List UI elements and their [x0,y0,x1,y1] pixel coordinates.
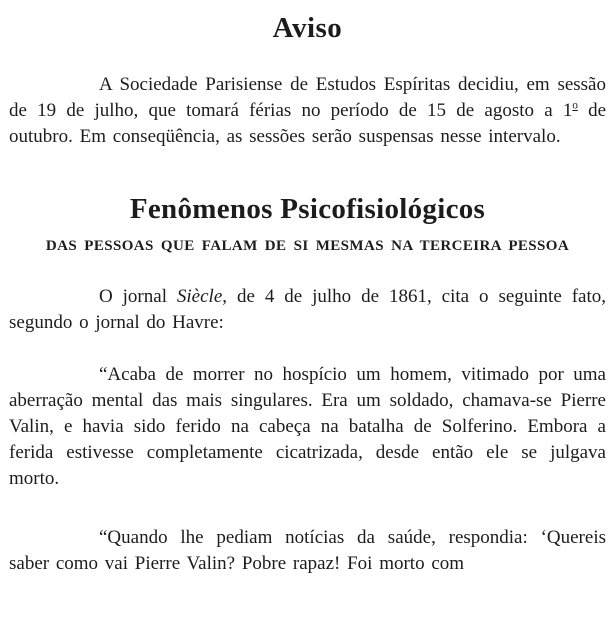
quote-paragraph-2: “Quando lhe pediam notícias da saúde, respondia: ‘Quereis saber como vai Pierre Valin? Pobre rapaz! Foi morto com [9,527,606,574]
journal-name-italic: Siècle [176,286,223,307]
journal-text-2: , de 4 de julho de 1861, cita o seguinte fato, segundo o jornal do Havre: [9,286,606,333]
article-subtitle: DAS PESSOAS QUE FALAM DE SI MESMAS NA TERCEIRA PESSOA [45,238,570,254]
notice-title: Aviso [272,12,343,44]
quote-paragraph-1: “Acaba de morrer no hospício um homem, vitimado por uma aberração mental das mais singulares. Era um soldado, chamava-se Pierre Valin, e havia sido ferido na cabeça na batalha de Solferino. Embora a ferida estivesse completamente cicatrizada, desde então ele se julgava morto. [9,364,606,489]
article-title: Fenômenos Psicofisiológicos [129,193,486,225]
ordinal-superscript: o [572,99,578,112]
notice-paragraph [9,72,606,150]
journal-paragraph [9,284,606,336]
notice-text-2: de outubro. Em conseqüência, as sessões serão suspensas nesse intervalo. [9,100,606,147]
notice-text-1: A Sociedade Parisiense de Estudos Espíritas decidiu, em sessão de 19 de julho, que tomará férias no período de 15 de agosto a 1 [9,74,606,121]
journal-text-1: O jornal [99,286,177,307]
